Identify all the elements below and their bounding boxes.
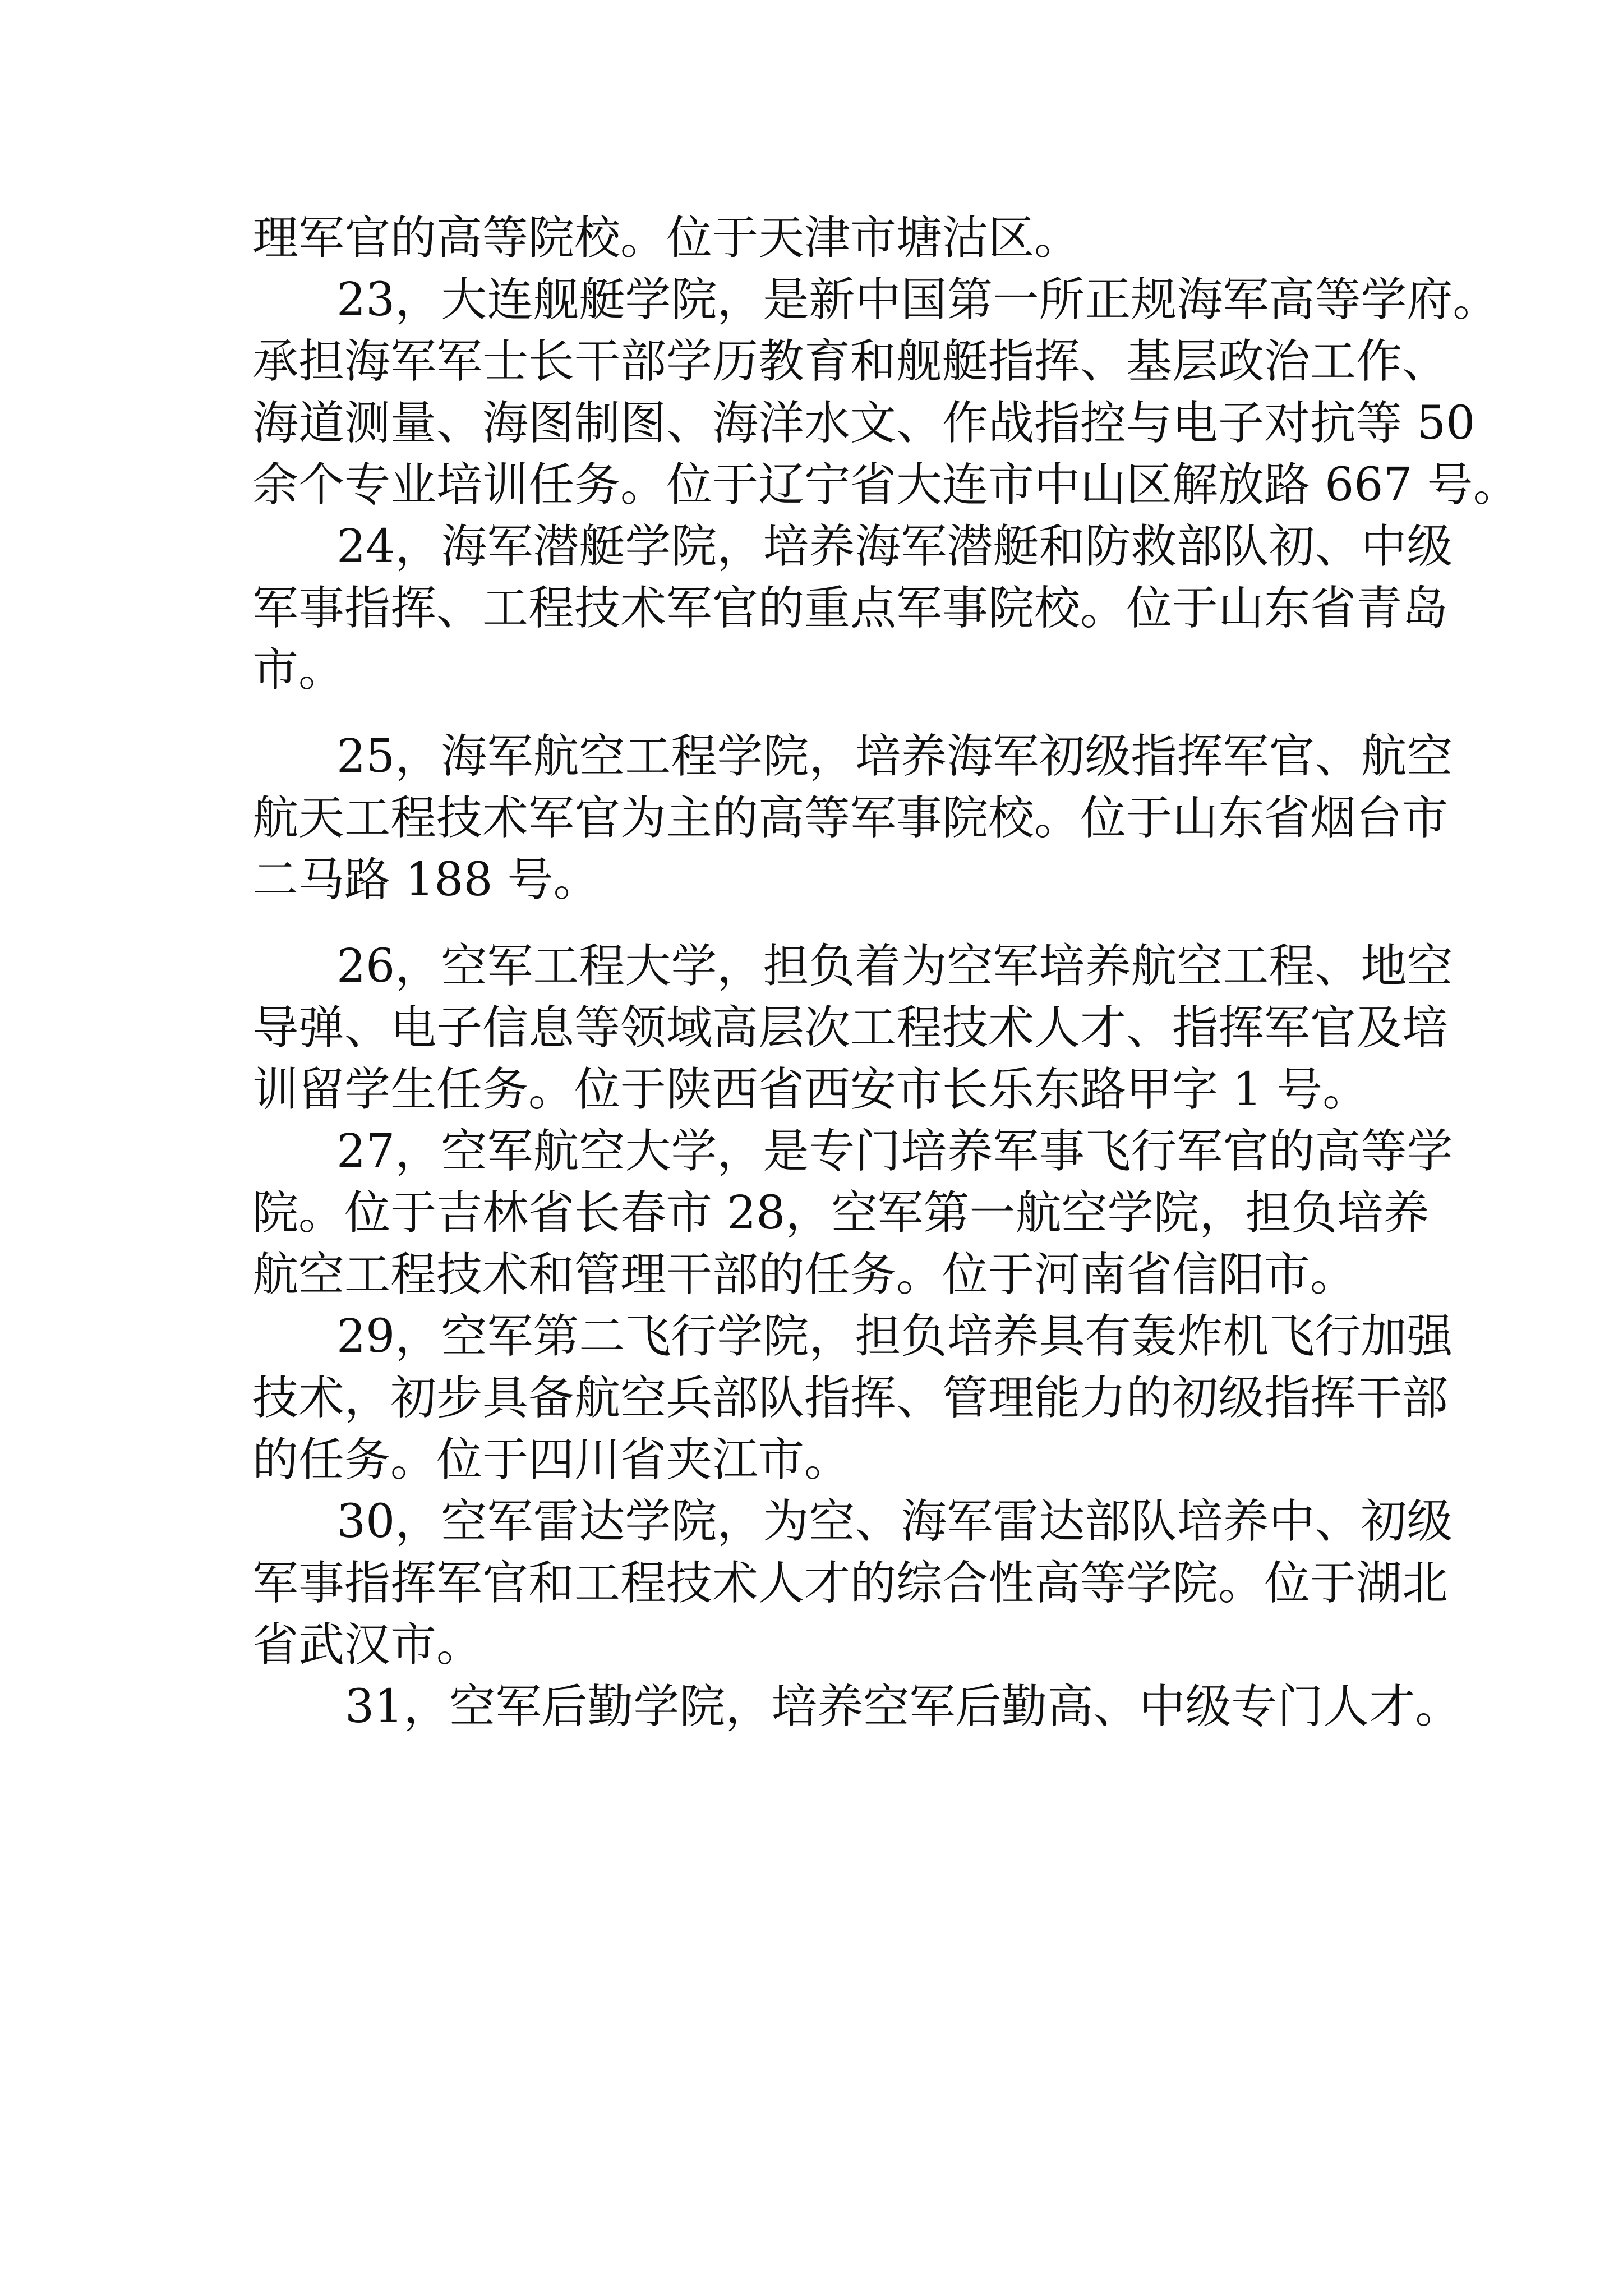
text-line: 军事指挥、工程技术军官的重点军事院校。位于山东省青岛 (252, 582, 1449, 635)
text-line: 省武汉市。 (252, 1618, 483, 1672)
text-line: 训留学生任务。位于陕西省西安市长乐东路甲字 1 号。 (252, 1063, 1369, 1116)
text-line: 的任务。位于四川省夹江市。 (252, 1433, 851, 1487)
paragraph-line: 25，海军航空工程学院，培养海军初级指挥军官、航空 (336, 730, 1453, 783)
text-line: 军事指挥军官和工程技术人才的综合性高等学院。位于湖北 (252, 1557, 1449, 1610)
text-line: 市。 (252, 643, 345, 697)
paragraph-line: 31，空军后勤学院，培养空军后勤高、中级专门人才。 (345, 1680, 1461, 1733)
paragraph-line: 26，空军工程大学，担负着为空军培养航空工程、地空 (336, 940, 1453, 993)
paragraph-line: 27，空军航空大学，是专门培养军事飞行军官的高等学 (336, 1125, 1453, 1178)
text-line: 承担海军军士长干部学历教育和舰艇指挥、基层政治工作、 (252, 335, 1449, 388)
text-line: 余个专业培训任务。位于辽宁省大连市中山区解放路 667 号。 (252, 458, 1519, 512)
text-line: 技术，初步具备航空兵部队指挥、管理能力的初级指挥干部 (252, 1372, 1449, 1425)
text-line: 院。位于吉林省长春市 28，空军第一航空学院，担负培养 (252, 1186, 1430, 1240)
paragraph-line: 29，空军第二飞行学院，担负培养具有轰炸机飞行加强 (336, 1310, 1453, 1363)
text-line: 航天工程技术军官为主的高等军事院校。位于山东省烟台市 (252, 792, 1449, 845)
paragraph-line: 23，大连舰艇学院，是新中国第一所正规海军高等学府。 (336, 273, 1499, 326)
text-line: 理军官的高等院校。位于天津市塘沽区。 (252, 211, 1081, 265)
text-line: 二马路 188 号。 (252, 853, 600, 907)
text-line: 导弹、电子信息等领域高层次工程技术人才、指挥军官及培 (252, 1001, 1449, 1055)
text-line: 海道测量、海图制图、海洋水文、作战指控与电子对抗等 50 (252, 397, 1476, 450)
body-text (252, 208, 1519, 1738)
paragraph-line: 24，海军潜艇学院，培养海军潜艇和防救部队初、中级 (336, 520, 1453, 573)
paragraph-line: 30，空军雷达学院，为空、海军雷达部队培养中、初级 (336, 1495, 1453, 1548)
text-line: 航空工程技术和管理干部的任务。位于河南省信阳市。 (252, 1248, 1357, 1301)
